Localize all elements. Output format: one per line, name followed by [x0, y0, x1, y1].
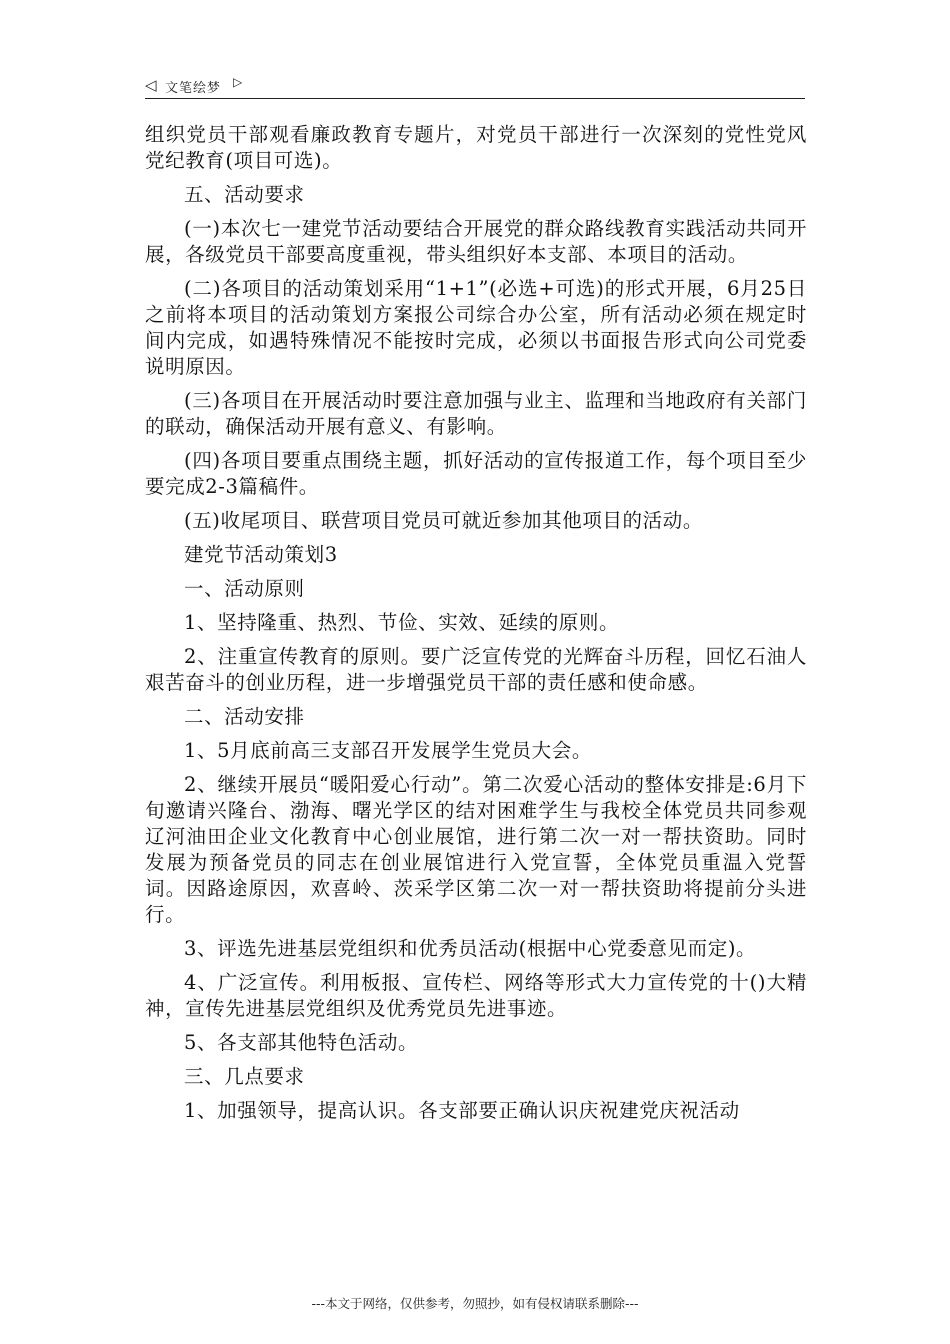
paragraph: 1、加强领导，提高认识。各支部要正确认识庆祝建党庆祝活动	[184, 1099, 740, 1122]
paragraph: (五)收尾项目、联营项目党员可就近参加其他项目的活动。	[184, 509, 703, 532]
paragraph: 3、评选先进基层党组织和优秀员活动(根据中心党委意见而定)。	[184, 937, 757, 960]
document-body	[145, 122, 807, 1132]
paragraph: (四)各项目要重点围绕主题，抓好活动的宣传报道工作，每个项目至少要完成2-3篇稿件。	[145, 449, 807, 498]
paragraph: 组织党员干部观看廉政教育专题片，对党员干部进行一次深刻的党性党风党纪教育(项目可选)。	[145, 123, 807, 172]
paragraph: 1、5月底前高三支部召开发展学生党员大会。	[184, 739, 592, 762]
paragraph: 五、活动要求	[184, 183, 305, 206]
paragraph: 三、几点要求	[184, 1065, 305, 1088]
left-triangle-icon: ◁	[145, 76, 157, 94]
right-triangle-icon: ▷	[233, 75, 243, 89]
paragraph: 一、活动原则	[184, 577, 305, 600]
page-header	[145, 72, 805, 99]
footer-disclaimer: ---本文于网络，仅供参考，勿照抄，如有侵权请联系删除---	[311, 1296, 639, 1311]
brand-label: 文笔绘梦	[165, 81, 222, 96]
paragraph: 4、广泛宣传。利用板报、宣传栏、网络等形式大力宣传党的十()大精神，宣传先进基层党组织及优秀党员先进事迹。	[145, 971, 807, 1020]
paragraph: (二)各项目的活动策划采用“1+1”(必选+可选)的形式开展，6月25日之前将本项目的活动策划方案报公司综合办公室，所有活动必须在规定时间内完成，如遇特殊情况不能按时完成，必须以书面报告形式向公司党委说明原因。	[145, 277, 807, 378]
paragraph: 1、坚持隆重、热烈、节俭、实效、延续的原则。	[184, 611, 620, 634]
paragraph: 建党节活动策划3	[184, 543, 338, 566]
paragraph: (三)各项目在开展活动时要注意加强与业主、监理和当地政府有关部门的联动，确保活动开展有意义、有影响。	[145, 389, 807, 438]
paragraph: 2、继续开展员“暖阳爱心行动”。第二次爱心活动的整体安排是:6月下旬邀请兴隆台、渤海、曙光学区的结对困难学生与我校全体党员共同参观辽河油田企业文化教育中心创业展馆，进行第二次一对一帮扶资助。同时发展为预备党员的同志在创业展馆进行入党宣誓，全体党员重温入党誓词。因路途原因，欢喜岭、茨采学区第二次一对一帮扶资助将提前分头进行。	[145, 773, 807, 926]
paragraph: 5、各支部其他特色活动。	[184, 1031, 419, 1054]
paragraph: (一)本次七一建党节活动要结合开展党的群众路线教育实践活动共同开展，各级党员干部要高度重视，带头组织好本支部、本项目的活动。	[145, 217, 807, 266]
paragraph: 二、活动安排	[184, 705, 305, 728]
paragraph: 2、注重宣传教育的原则。要广泛宣传党的光辉奋斗历程，回忆石油人艰苦奋斗的创业历程，进一步增强党员干部的责任感和使命感。	[145, 645, 807, 694]
